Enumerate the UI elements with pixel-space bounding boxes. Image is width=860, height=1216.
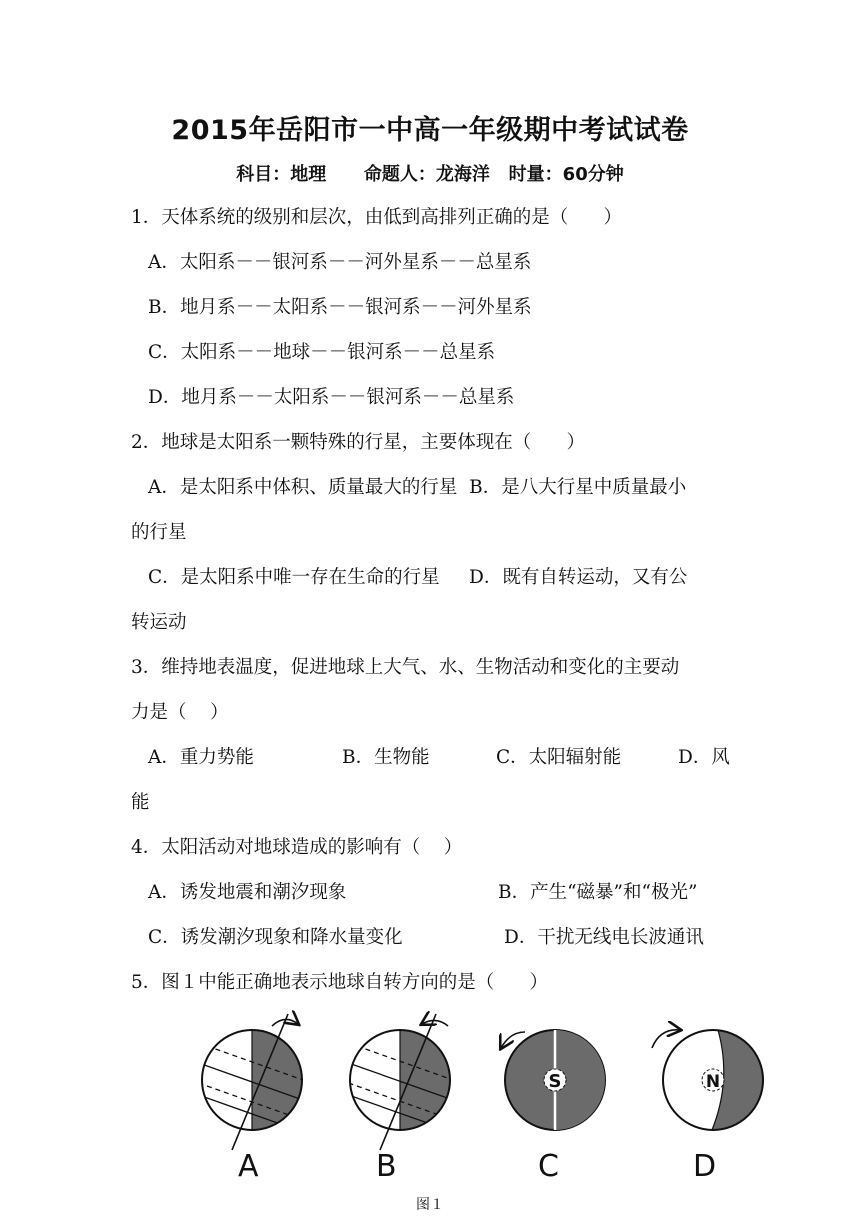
pole-label-c: S [548,1071,562,1092]
q2-options-ab-cont: 的行星 [131,522,187,543]
q5-stem: 5．图１中能正确地表示地球自转方向的是（ ） [131,972,549,993]
pole-label-d: N [705,1072,721,1092]
figure-label-c: C [538,1149,559,1184]
globe-c [501,1030,605,1130]
q1-option-b: B．地月系－－太阳系－－银河系－－河外星系 [148,297,532,318]
q1-stem: 1．天体系统的级别和层次，由低到高排列正确的是（ ） [131,207,623,228]
q4-stem: 4．太阳活动对地球造成的影响有（ ） [131,837,463,858]
globe-a [190,1014,320,1150]
figure-label-a: A [238,1149,259,1184]
figure-label-d: D [693,1149,717,1184]
q1-option-d: D．地月系－－太阳系－－银河系－－总星系 [148,387,515,408]
q3-option-a: A．重力势能 [148,747,254,768]
q3-option-b: B．生物能 [342,747,430,768]
q3-option-d-cont: 能 [131,792,150,813]
q4-option-c: C．诱发潮汐现象和降水量变化 [148,927,403,948]
globe-b [340,1014,470,1150]
q4-option-d: D．干扰无线电长波通讯 [504,927,704,948]
figure-1-earth-rotation [190,1010,780,1190]
figure-caption: 图１ [416,1197,444,1213]
q3-option-c: C．太阳辐射能 [496,747,622,768]
q3-stem-cont: 力是（ ） [131,702,229,723]
q2-stem: 2．地球是太阳系一颗特殊的行星，主要体现在（ ） [131,432,586,453]
q2-options-cd-cont: 转运动 [131,612,187,633]
q3-stem: 3．维持地表温度，促进地球上大气、水、生物活动和变化的主要动 [131,657,680,678]
q4-option-a: A．诱发地震和潮汐现象 [148,882,347,903]
q1-option-a: A．太阳系－－银河系－－河外星系－－总星系 [148,252,532,273]
q2-options-ab: A．是太阳系中体积、质量最大的行星 B．是八大行星中质量最小 [148,477,687,498]
q1-option-c: C．太阳系－－地球－－银河系－－总星系 [148,342,496,363]
q4-option-b: B．产生“磁暴”和“极光” [498,882,698,903]
q3-option-d: D．风 [678,747,730,768]
q2-options-cd: C．是太阳系中唯一存在生命的行星 D．既有自转运动，又有公 [148,567,688,588]
globe-d [652,1030,770,1130]
figure-label-b: B [376,1149,397,1184]
exam-subtitle: 科目：地理 命题人：龙海洋 时量：60分钟 [236,164,624,185]
exam-title: 2015年岳阳市一中高一年级期中考试试卷 [171,115,689,146]
